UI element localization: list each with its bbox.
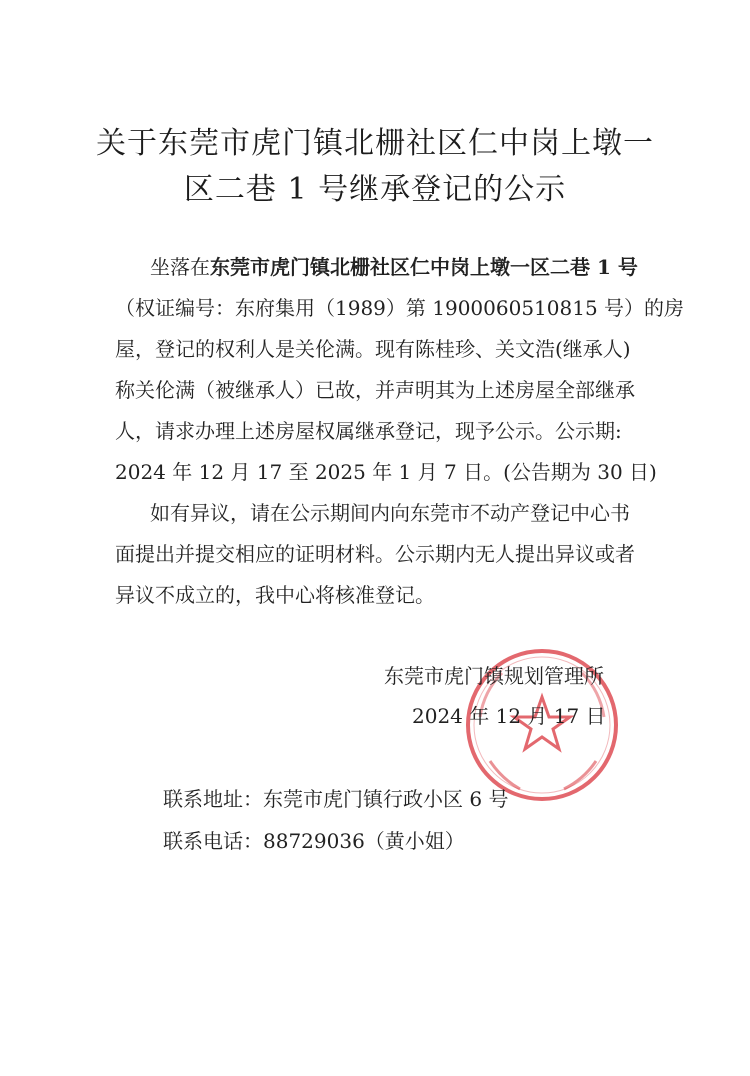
- paragraph-1-line-6: 2024 年 12 月 17 至 2025 年 1 月 7 日。(公告期为 30 日): [115, 460, 657, 484]
- contact-phone: 联系电话：88729036（黄小姐）: [163, 829, 465, 853]
- paragraph-1-line-1: [150, 254, 638, 280]
- contact-address: 联系地址：东莞市虎门镇行政小区 6 号: [163, 787, 509, 811]
- paragraph-1-line-4: 称关伦满（被继承人）已故，并声明其为上述房屋全部继承: [115, 378, 635, 402]
- property-address: 东莞市虎门镇北栅社区仁中岗上墩一区二巷 1 号: [210, 255, 638, 279]
- paragraph-1-line-5: 人，请求办理上述房屋权属继承登记，现予公示。公示期:: [115, 419, 622, 443]
- issue-date: 2024 年 12 月 17 日: [412, 704, 606, 728]
- paragraph-1-prefix: 坐落在: [150, 255, 210, 279]
- issuing-organization: 东莞市虎门镇规划管理所: [384, 664, 604, 688]
- paragraph-1-line-2: （权证编号：东府集用（1989）第 1900060510815 号）的房: [115, 296, 685, 320]
- paragraph-2-line-3: 异议不成立的，我中心将核准登记。: [115, 583, 435, 607]
- paragraph-2-line-2: 面提出并提交相应的证明材料。公示期内无人提出异议或者: [115, 542, 635, 566]
- paragraph-2-line-1: 如有异议，请在公示期间内向东莞市不动产登记中心书: [150, 501, 630, 525]
- paragraph-1-line-3: 屋，登记的权利人是关伦满。现有陈桂珍、关文浩(继承人): [115, 337, 631, 361]
- title-line-2: 区二巷 1 号继承登记的公示: [183, 172, 567, 207]
- title-line-1: 关于东莞市虎门镇北栅社区仁中岗上墩一: [96, 126, 654, 161]
